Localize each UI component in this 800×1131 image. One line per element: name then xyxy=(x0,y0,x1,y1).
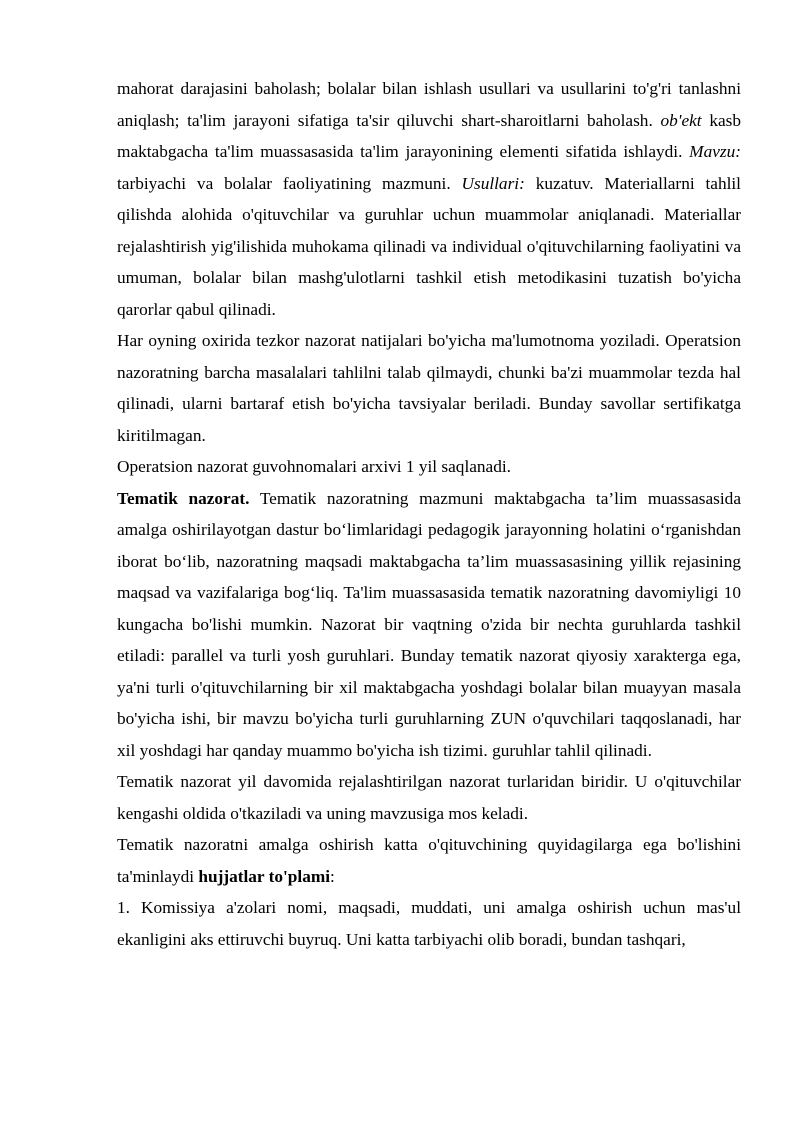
text-run: tarbiyachi va bolalar faoliyatining mazmuni. xyxy=(117,173,462,193)
paragraph-archive: Operatsion nazorat guvohnomalari arxivi 1 yil saqlanadi. xyxy=(117,457,511,476)
bold-term-documents: hujjatlar to'plami xyxy=(198,866,331,886)
italic-term-obekt: ob'ekt xyxy=(660,110,702,130)
italic-term-mavzu: Mavzu: xyxy=(689,142,741,161)
text-run: kasb maktabgacha ta'lim muassasasida ta'lim jarayonining elementi sifatida ishlaydi. xyxy=(117,110,741,161)
text-run: : xyxy=(330,866,335,886)
paragraph-monthly-report: Har oyning oxirida tezkor nazorat natijalari bo'yicha ma'lumotnoma yoziladi. Operatsion nazoratning barcha masalalari tahlilni talab qilmaydi, chunki ba'zi muammolar tezda hal qilinadi, ularni bartaraf etish bo'yicha tavsiyalar beriladi. Bunday savollar sertifikatga kiritilmagan. xyxy=(117,331,741,445)
text-run: Tematik nazoratning mazmuni maktabgacha ta’lim muassasasida amalga oshirilayotgan dastur bo‘limlaridagi pedagogik jarayonning holatini o‘rganishdan iborat bo‘lib, nazoratning maqsadi maktabgacha ta’lim muassasasining yillik rejasining maqsad va vazifalariga bog‘liq. Ta'lim muassasasida tematik nazoratning davomiyligi 10 kungacha bo'lishi mumkin. Nazorat bir vaqtning o'zida bir nechta guruhlarda tashkil etiladi: parallel va turli yosh guruhlari. Bunday tematik nazorat qiyosiy xarakterga ega, ya'ni turli o'qituvchilarning bir xil maktabgacha yoshdagi bolalar bilan muayyan masala bo'yicha ishi, bir mavzu bo'yicha turli guruhlarning ZUN o'quvchilari taqqoslanadi, har xil yoshdagi har qanday muammo bo'yicha ish tizimi. guruhlar tahlil qilinadi. xyxy=(117,488,741,760)
paragraph-documents-set xyxy=(117,829,741,892)
paragraph-control-methods xyxy=(117,73,741,325)
paragraph-list-item-1: 1. Komissiya a'zolari nomi, maqsadi, muddati, uni amalga oshirish uchun mas'ul ekanligini aks ettiruvchi buyruq. Uni katta tarbiyachi olib boradi, bundan tashqari, xyxy=(117,898,741,949)
text-run: Tematik nazoratni amalga oshirish katta o'qituvchining quyidagilarga ega bo'lishini ta'minlaydi xyxy=(117,835,741,886)
document-body xyxy=(117,73,741,955)
paragraph-thematic-annual: Tematik nazorat yil davomida rejalashtirilgan nazorat turlaridan biridir. U o'qituvchilar kengashi oldida o'tkaziladi va uning mavzusiga mos keladi. xyxy=(117,772,741,823)
text-run: kuzatuv. Materiallarni tahlil qilishda alohida o'qituvchilar va guruhlar uchun muammolar aniqlanadi. Materiallar rejalashtirish yig'ilishida muhokama qilinadi va individual o'qituvchilarning faoliyatini va umuman, bolalar bilan mashg'ulotlarni tashkil etish metodikasini tuzatish bo'yicha qarorlar qabul qilinadi. xyxy=(117,173,741,319)
paragraph-thematic-control xyxy=(117,483,741,767)
section-heading-thematic-control: Tematik nazorat. xyxy=(117,488,250,508)
text-run: mahorat darajasini baholash; bolalar bilan ishlash usullari va usullarini to'g'ri tanlashni aniqlash; ta'lim jarayoni sifatiga ta'sir qiluvchi shart-sharoitlarni baholash. xyxy=(117,79,741,130)
italic-term-usullari: Usullari: xyxy=(461,173,525,193)
